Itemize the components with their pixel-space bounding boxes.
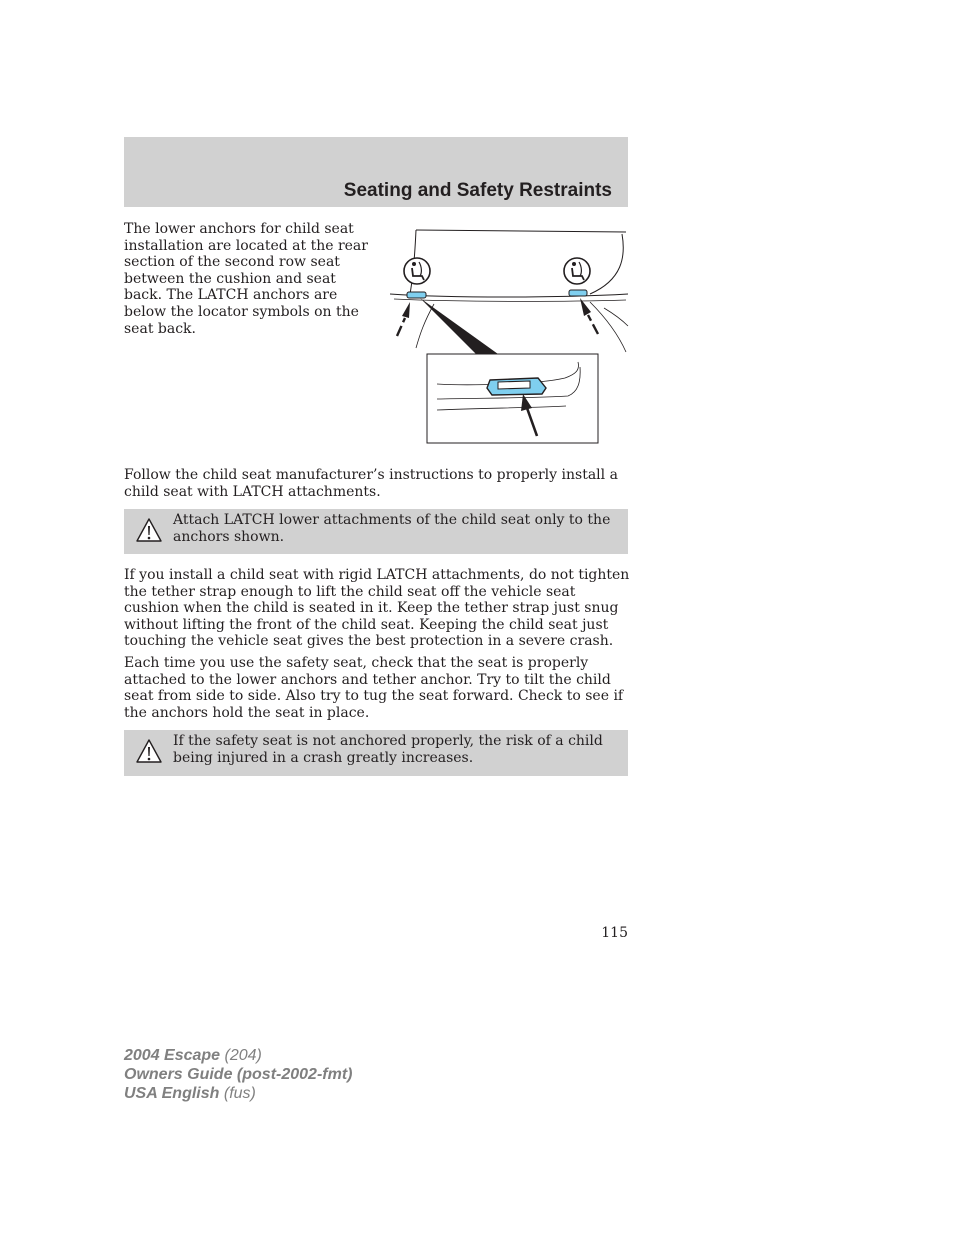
zoom-callout-wedge bbox=[420, 298, 498, 354]
footer-language: USA English bbox=[124, 1085, 220, 1102]
document-footer bbox=[124, 1046, 352, 1103]
latch-anchor-highlight bbox=[569, 290, 587, 296]
intro-paragraph: The lower anchors for child seat installation are located at the rear section of the second row seat between the cushion and seat back. The LATCH anchors are below the locator symbols on the seat back. bbox=[124, 221, 368, 337]
warning-box bbox=[124, 730, 628, 776]
seat-crease-line-2 bbox=[394, 299, 626, 301]
page-number: 115 bbox=[601, 925, 628, 941]
warning-triangle-icon bbox=[136, 517, 162, 543]
pointer-arrow bbox=[397, 302, 410, 336]
rigid-latch-paragraph: If you install a child seat with rigid LATCH attachments, do not tighten the tether strap enough to lift the child seat off the vehicle seat cushion when the child is seated in it. Keep the tether strap just snug without lifting the front of the child seat. Keeping the child seat just touching the vehicle seat gives the best protection in a severe crash. bbox=[124, 567, 630, 650]
seat-back-right-edge bbox=[590, 234, 623, 294]
footer-model: 2004 Escape bbox=[124, 1047, 221, 1064]
footer-line-guide bbox=[124, 1065, 352, 1084]
warning-text: If the safety seat is not anchored properly, the risk of a child being injured in a crash greatly increases. bbox=[173, 733, 603, 766]
warning-triangle-icon bbox=[136, 738, 162, 764]
seat-back-top-edge bbox=[416, 230, 626, 232]
follow-instructions-paragraph: Follow the child seat manufacturer’s instructions to properly install a child seat with LATCH attachments. bbox=[124, 467, 618, 500]
warning-box bbox=[124, 509, 628, 554]
footer-guide: Owners Guide (post-2002-fmt) bbox=[124, 1066, 353, 1083]
check-seat-paragraph: Each time you use the safety seat, check that the seat is properly attached to the lower anchors and tether anchor. Try to tilt the child seat from side to side. Also try to tug the seat forward. Check to see if the anchors hold the seat in place. bbox=[124, 655, 624, 721]
cushion-contour-right-2 bbox=[604, 308, 628, 326]
footer-model-code: (204) bbox=[224, 1047, 262, 1064]
pointer-arrow bbox=[580, 298, 598, 334]
warning-text: Attach LATCH lower attachments of the child seat only to the anchors shown. bbox=[173, 512, 611, 545]
footer-language-code: (fus) bbox=[223, 1085, 256, 1102]
latch-anchor-illustration bbox=[390, 222, 630, 446]
child-seat-locator-icon bbox=[404, 258, 430, 284]
footer-line-model bbox=[124, 1046, 352, 1065]
footer-line-language bbox=[124, 1084, 352, 1103]
child-seat-locator-icon bbox=[564, 258, 590, 284]
section-title: Seating and Safety Restraints bbox=[343, 180, 612, 201]
cushion-contour-left bbox=[416, 304, 434, 348]
latch-anchor-highlight bbox=[407, 292, 426, 298]
section-header-band bbox=[124, 137, 628, 207]
